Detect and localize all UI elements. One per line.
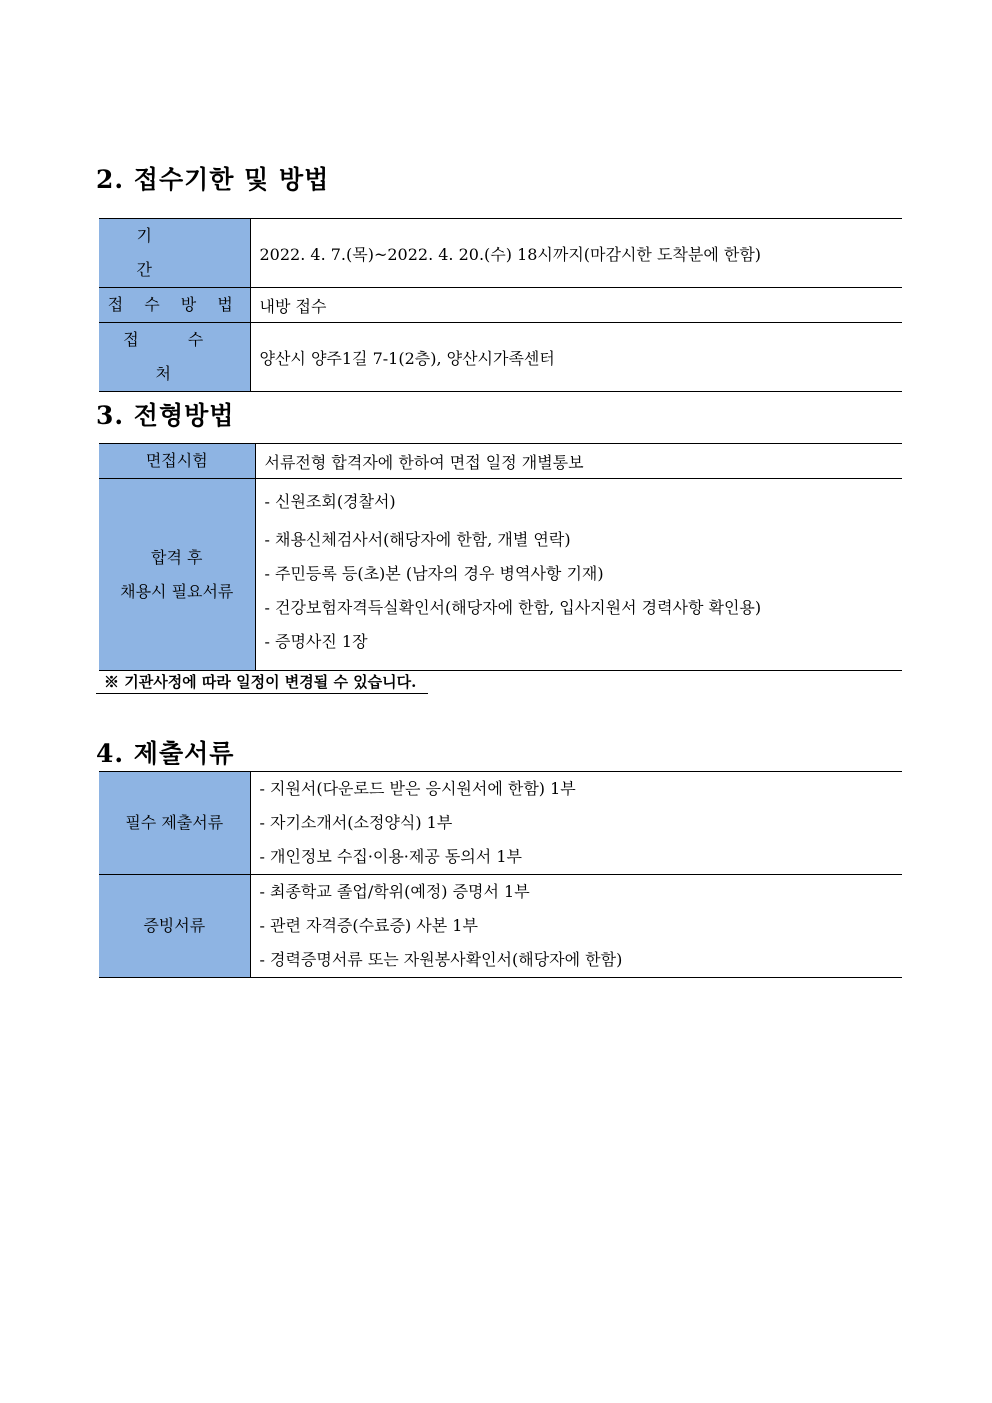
proof-docs-list <box>250 875 902 978</box>
mandatory-docs-label: 필수 제출서류 <box>99 772 250 875</box>
required-docs-list <box>255 479 902 671</box>
list-item: - 지원서(다운로드 받은 응시원서에 한함) 1부 <box>259 779 576 798</box>
section-3-heading: 3. 전형방법 <box>96 401 235 430</box>
list-item: - 건강보험자격득실확인서(해당자에 한함, 입사지원서 경력사항 확인용) <box>264 598 762 617</box>
place-value: 양산시 양주1길 7-1(2층), 양산시가족센터 <box>250 323 902 392</box>
required-docs-label-line1: 합격 후 <box>151 547 203 567</box>
table-row <box>99 219 902 288</box>
required-docs-label <box>99 479 255 671</box>
list-item: - 자기소개서(소정양식) 1부 <box>259 813 453 832</box>
interview-label: 면접시험 <box>99 444 255 479</box>
list-item: - 신원조회(경찰서) <box>264 492 396 511</box>
table-row <box>99 288 902 323</box>
list-item: - 관련 자격증(수료증) 사본 1부 <box>259 916 478 935</box>
documents-table <box>99 771 902 978</box>
selection-table <box>99 443 902 671</box>
period-value: 2022. 4. 7.(목)~2022. 4. 20.(수) 18시까지(마감시한 도착분에 한함) <box>250 219 902 288</box>
list-item: - 개인정보 수집·이용·제공 동의서 1부 <box>259 847 522 866</box>
required-docs-label-line2: 채용시 필요서류 <box>120 581 234 601</box>
mandatory-docs-list <box>250 772 902 875</box>
list-item: - 최종학교 졸업/학위(예정) 증명서 1부 <box>259 882 530 901</box>
interview-value: 서류전형 합격자에 한하여 면접 일정 개별통보 <box>255 444 902 479</box>
period-label: 기 간 <box>99 219 250 288</box>
section-2-heading: 2. 접수기한 및 방법 <box>96 165 330 194</box>
list-item: - 주민등록 등(초)본 (남자의 경우 병역사항 기재) <box>264 564 604 583</box>
place-label: 접 수 처 <box>99 323 250 392</box>
table-row <box>99 323 902 392</box>
list-item: - 증명사진 1장 <box>264 632 368 651</box>
proof-docs-label: 증빙서류 <box>99 875 250 978</box>
method-value: 내방 접수 <box>250 288 902 323</box>
schedule-change-note: ※ 기관사정에 따라 일정이 변경될 수 있습니다. <box>96 672 428 694</box>
table-row <box>99 875 902 978</box>
list-item: - 경력증명서류 또는 자원봉사확인서(해당자에 한함) <box>259 950 623 969</box>
table-row <box>99 479 902 671</box>
table-row <box>99 444 902 479</box>
table-row <box>99 772 902 875</box>
method-label: 접 수 방 법 <box>99 288 250 323</box>
list-item: - 채용신체검사서(해당자에 한함, 개별 연락) <box>264 530 571 549</box>
application-table <box>99 218 902 392</box>
section-4-heading: 4. 제출서류 <box>96 739 235 768</box>
